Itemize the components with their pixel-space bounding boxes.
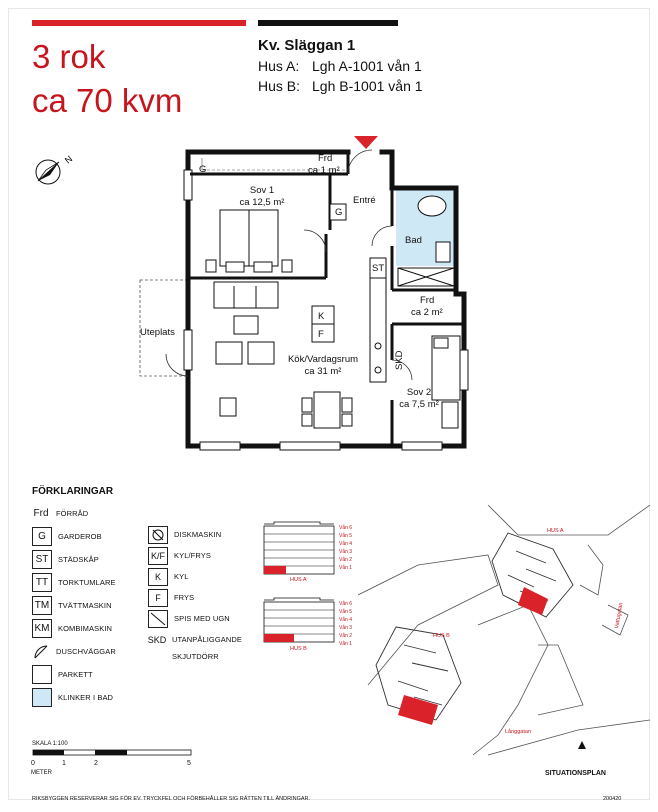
legend-symbol: TT <box>32 573 52 592</box>
floor-label: Vån 2 <box>339 633 353 639</box>
site-hus-b: HUS B <box>433 633 450 639</box>
legend-text: PARKETT <box>58 670 93 679</box>
legend-symbol: TM <box>32 596 52 615</box>
area-title: ca 70 kvm <box>32 82 183 119</box>
scale-tick-1: 1 <box>62 760 66 767</box>
dishwasher-icon <box>148 526 168 544</box>
legend-text: DISKMASKIN <box>174 530 222 539</box>
legend-symbol: K <box>148 568 168 586</box>
rooms-title: 3 rok <box>32 38 106 75</box>
sov1-area: ca 12,5 m² <box>239 197 285 208</box>
unit-a-label: Hus A: <box>258 58 300 74</box>
floor-label: Vån 1 <box>339 641 353 647</box>
legend-row <box>32 548 152 571</box>
kok-area: ca 31 m² <box>304 366 342 377</box>
stove-icon <box>148 610 168 628</box>
bad-label: Bad <box>405 235 422 246</box>
floor-label: Vån 6 <box>339 601 353 607</box>
legend-symbol <box>32 665 52 684</box>
site-street-vattugatan: Vattugatan <box>614 602 625 630</box>
shower-icon <box>32 643 50 660</box>
f-label: F <box>318 329 324 340</box>
legend-symbol: ST <box>32 550 52 569</box>
legend-row <box>148 650 268 662</box>
legend-symbol <box>148 648 166 664</box>
legend-text: STÄDSKÅP <box>58 555 99 564</box>
svg-text:N: N <box>62 153 75 166</box>
unit-b-value: Lgh B-1001 vån 1 <box>312 78 423 94</box>
legend-text: TORKTUMLARE <box>58 578 116 587</box>
entrance-marker-icon <box>354 136 378 149</box>
legend-text: SKJUTDÖRR <box>172 651 219 661</box>
legend-row <box>32 663 152 686</box>
sov1-label: Sov 1 <box>249 185 275 196</box>
legend-text: DUSCHVÄGGAR <box>56 647 116 656</box>
floor-label: Vån 4 <box>339 541 353 547</box>
legend-text: FÖRRÅD <box>56 509 89 518</box>
legend-text: GARDEROB <box>58 532 102 541</box>
floor-label: Vån 3 <box>339 625 353 631</box>
skd-label: SKD <box>394 350 405 370</box>
legend-title: FÖRKLARINGAR <box>32 486 114 497</box>
floors-a <box>339 524 352 572</box>
legend-text: KYL <box>174 572 189 581</box>
site-hus-a: HUS A <box>547 528 564 534</box>
frd-mid-label: Frd <box>420 295 435 306</box>
legend-symbol: F <box>148 589 168 607</box>
k-label: K <box>318 311 325 322</box>
legend-text: KOMBIMASKIN <box>58 624 113 633</box>
legend-row <box>32 594 152 617</box>
legend-text: TVÄTTMASKIN <box>58 601 112 610</box>
sov2-label: Sov 2 <box>406 387 432 398</box>
frd-mid-area: ca 2 m² <box>411 307 443 318</box>
site-plan <box>358 505 650 765</box>
site-street-langgatan: Långgatan <box>505 729 531 735</box>
legend-row <box>32 571 152 594</box>
legend-text: UTANPÅLIGGANDE <box>172 635 243 644</box>
legend-text: KLINKER I BAD <box>58 693 114 702</box>
floor-label: Vån 2 <box>339 557 353 563</box>
legend-row <box>32 617 152 640</box>
legend-symbol: KM <box>32 619 52 638</box>
unit-b-label: Hus B: <box>258 78 301 94</box>
floors-b <box>339 600 352 648</box>
accent-bar <box>32 20 246 26</box>
legend-row <box>148 566 268 587</box>
legend-left-column <box>32 502 152 709</box>
entre-label: Entré <box>353 195 376 206</box>
legend-row <box>32 686 152 709</box>
disclaimer: RIKSBYGGEN RESERVERAR SIG FÖR EV. TRYCKFEL OCH FÖRBEHÅLLER SIG RÄTTEN TILL ÄNDRINGAR. <box>32 796 311 802</box>
scale-bar <box>32 748 202 762</box>
legend-symbol: SKD <box>147 634 167 645</box>
legend-symbol: K/F <box>148 547 168 565</box>
legend-symbol: Frd <box>33 508 49 519</box>
hus-a-section-label: HUS A <box>290 577 307 583</box>
legend-text: FRYS <box>174 593 195 602</box>
floor-label: Vån 5 <box>339 533 353 539</box>
floor-label: Vån 1 <box>339 565 353 571</box>
legend-row <box>32 525 152 548</box>
legend-row <box>32 640 152 663</box>
legend-symbol <box>32 688 52 707</box>
floor-label: Vån 5 <box>339 609 353 615</box>
st-label: ST <box>372 263 385 274</box>
floor-label: Vån 6 <box>339 525 353 531</box>
header-bar <box>258 20 398 26</box>
scale-unit: METER <box>31 770 52 776</box>
frd-top-area: ca 1 m² <box>308 165 340 176</box>
hus-b-section-label: HUS B <box>290 646 307 652</box>
sov2-area: ca 7,5 m² <box>399 399 439 410</box>
legend-text: SPIS MED UGN <box>174 614 230 623</box>
legend-row <box>148 587 268 608</box>
scale-label: SKALA 1:100 <box>32 741 68 747</box>
legend-right-column <box>148 524 268 662</box>
legend-row <box>148 608 268 629</box>
unit-a-value: Lgh A-1001 vån 1 <box>312 58 422 74</box>
uteplats-label: Uteplats <box>140 327 175 338</box>
frd-top-label: Frd <box>318 153 333 164</box>
legend-row <box>148 524 268 545</box>
legend-symbol: G <box>32 527 52 546</box>
g-bedroom-label: G <box>335 207 343 218</box>
scale-tick-0: 0 <box>31 760 35 767</box>
g-top-label: G <box>199 164 207 175</box>
scale-tick-2: 2 <box>94 760 98 767</box>
legend-text: KYL/FRYS <box>174 551 211 560</box>
north-arrow-icon <box>32 148 82 192</box>
legend-row <box>148 629 268 650</box>
floor-label: Vån 3 <box>339 549 353 555</box>
kok-label: Kök/Vardagsrum <box>287 354 359 365</box>
legend-row <box>148 545 268 566</box>
project-name: Kv. Släggan 1 <box>258 37 356 54</box>
scale-tick-5: 5 <box>187 760 191 767</box>
floor-label: Vån 4 <box>339 617 353 623</box>
site-plan-title: SITUATIONSPLAN <box>545 770 606 777</box>
doc-code: 200420 <box>603 796 622 802</box>
legend-row <box>32 502 152 525</box>
